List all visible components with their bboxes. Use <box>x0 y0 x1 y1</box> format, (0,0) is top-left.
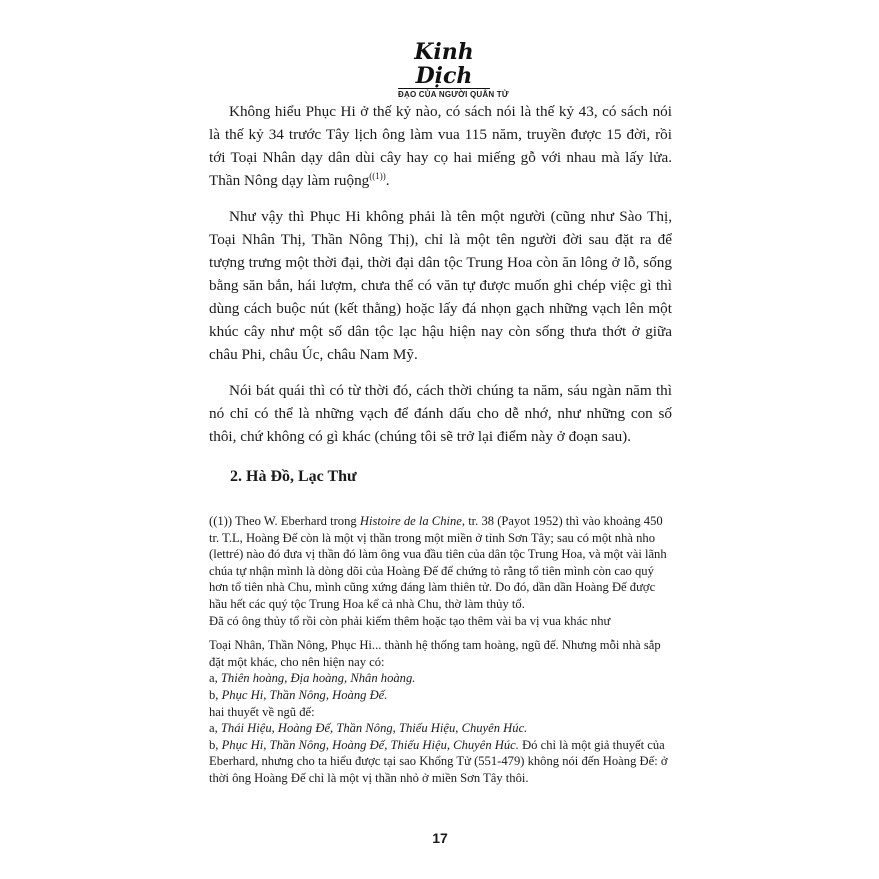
book-header <box>398 39 509 100</box>
footnote-book-title: Histoire de la Chine <box>359 514 462 528</box>
footnote-line-4 <box>209 670 673 687</box>
book-logo: Kinh Dịch <box>414 39 474 89</box>
footnote-line-3: Toại Nhân, Thần Nông, Phục Hi... thành hệ thống tam hoàng, ngũ đế. Nhưng mỗi nhà sắp đặt một khác, cho nên hiện nay có: <box>209 638 661 669</box>
paragraph-3: Nói bát quái thì có từ thời đó, cách thời chúng ta năm, sáu ngàn năm thì nó chỉ có thể là những vạch để đánh dấu cho dễ nhớ, như những con số thôi, chứ không có gì khác (chúng tôi sẽ trở lại điểm này ở đoạn sau). <box>209 382 672 445</box>
paragraph-1 <box>209 100 672 192</box>
footnote-line-8 <box>209 737 673 787</box>
footnote-reference[interactable]: ((1)) <box>369 170 386 181</box>
footnote-conclusion: Đó chỉ là một giả thuyết của Eberhard, nhưng cho ta hiểu được tại sao Khổng Tử (551-479) không nói đến Hoàng Đế: ở thời ông Hoàng Đế chỉ là một vị thần nhỏ ở miền Sơn Tây thôi. <box>209 737 668 785</box>
body-text <box>209 100 672 461</box>
list-item-ngu-de-a: Thái Hiệu, Hoàng Đế, Thần Nông, Thiếu Hiệu, Chuyên Húc. <box>220 721 528 736</box>
footnote-intro: ((1)) Theo W. Eberhard trong <box>209 514 360 528</box>
footnote-line-7 <box>209 720 673 737</box>
section-heading: 2. Hà Đồ, Lạc Thư <box>230 468 357 485</box>
list-label-b: b, <box>209 687 222 702</box>
list-label-b2: b, <box>209 737 222 752</box>
book-subtitle: ĐẠO CỦA NGƯỜI QUÂN TỬ <box>398 90 509 99</box>
list-label-a2: a, <box>209 721 221 736</box>
paragraph-1-end: . <box>385 172 390 189</box>
list-item-ngu-de-b: Phục Hi, Thần Nông, Hoàng Đế, Thiếu Hiệu, Chuyên Húc. <box>221 737 519 752</box>
footnote-body: , tr. 38 (Payot 1952) thì vào khoảng 450 tr. T.L, Hoàng Đế còn là một vị thần trong một miền ở tỉnh Sơn Tây; sau có một nhà nho (lettré) nào đó đưa vị thần đó làm ông vua đầu tiên của dân tộc Trung Hoa, và một vài lãnh chúa tự nhận mình là dòng dõi của Hoàng Đế để chứng tỏ rằng tổ tiên mình còn cao quý hơn tổ tiên nhà Chu, mình cũng xứng đáng làm thiên tử. Do đó, dần dần Hoàng Đế được hầu hết các quý tộc Trung Hoa kể cả nhà Chu, thờ làm thủy tổ. <box>209 514 667 611</box>
footnote-line-2: Đã có ông thủy tổ rồi còn phải kiếm thêm hoặc tạo thêm vài ba vị vua khác như <box>209 613 611 628</box>
footnote-line-6: hai thuyết về ngũ đế: <box>209 704 315 719</box>
page-number: 17 <box>432 830 448 846</box>
footnote-line-5 <box>209 687 673 704</box>
paragraph-2: Như vậy thì Phục Hi không phải là tên một người (cũng như Sào Thị, Toại Nhân Thị, Thần Nông Thị), chỉ là một tên người đời sau đặt ra để tượng trưng một thời đại, thời đại dân tộc Trung Hoa còn ăn lông ở lỗ, sống bằng săn bắn, hái lượm, chưa thể có văn tự được muốn ghi chép việc gì thì dùng cách buộc nút (kết thằng) hoặc lấy đá nhọn gạch những vạch lên một khúc cây như một số dân tộc lạc hậu hiện nay còn sống thưa thớt ở giữa châu Phi, châu Úc, châu Nam Mỹ. <box>209 208 672 363</box>
paragraph-1-text: Không hiểu Phục Hi ở thế kỷ nào, có sách nói là thế kỷ 43, có sách nói là thế kỷ 34 trước Tây lịch ông làm vua 115 năm, truyền được 15 đời, rồi tới Toại Nhân dạy dân dùi cây hay cọ hai miếng gỗ với nhau mà lấy lửa. Thần Nông dạy làm ruộng <box>209 103 672 189</box>
list-item-tam-hoang-a: Thiên hoàng, Địa hoàng, Nhân hoàng. <box>220 671 416 686</box>
list-label-a: a, <box>209 671 221 686</box>
list-item-tam-hoang-b: Phục Hi, Thần Nông, Hoàng Đế. <box>221 687 388 702</box>
footnote-block <box>209 513 673 787</box>
footnote-line-1 <box>209 513 673 613</box>
